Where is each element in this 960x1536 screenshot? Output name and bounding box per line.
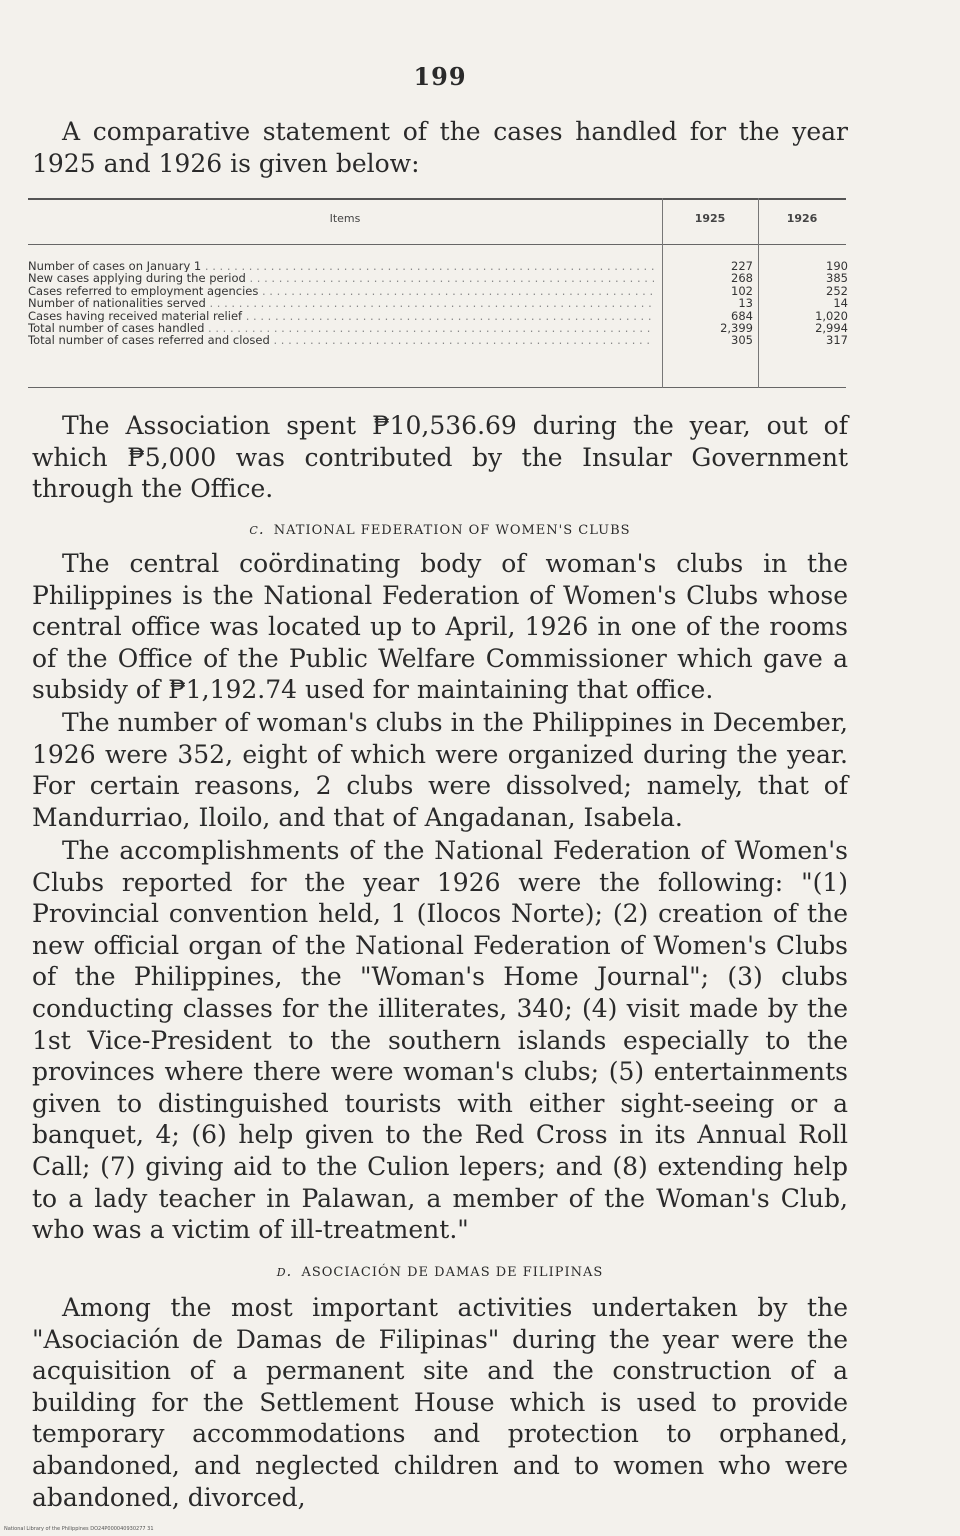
- section-d-title: ASOCIACIÓN DE DAMAS DE FILIPINAS: [301, 1265, 604, 1280]
- row-value-1926: 14: [833, 296, 848, 311]
- table-row: [28, 272, 846, 284]
- intro-paragraph: A comparative statement of the cases handled for the year 1925 and 1926 is given below:: [32, 117, 848, 178]
- page-number: 199: [413, 62, 467, 91]
- table-header-1925: 1925: [694, 212, 726, 225]
- section-c-paragraph-2: The number of woman's clubs in the Philippines in December, 1926 were 352, eight of which were organized during the year. For certain reasons, 2 clubs were dissolved; namely, that of Mandurriao, Iloilo, and that of Angadanan, Isabela.: [32, 708, 848, 832]
- row-label: Cases having received material relief . . .: [28, 310, 654, 322]
- table-body: [28, 260, 846, 347]
- row-value-1925: 684: [731, 308, 753, 323]
- row-value-1926: 317: [826, 333, 848, 348]
- table-row: [28, 322, 846, 334]
- table-row: [28, 285, 846, 297]
- table-row: [28, 297, 846, 309]
- row-label: Number of nationalities served . . .: [28, 297, 654, 309]
- row-value-1925: 2,399: [720, 320, 753, 335]
- row-value-1926: 385: [826, 271, 848, 286]
- row-value-1926: 190: [826, 259, 848, 273]
- row-value-1926: 252: [826, 283, 848, 298]
- section-d-heading: [0, 1262, 880, 1280]
- row-label: Cases referred to employment agencies . . .: [28, 285, 654, 297]
- row-value-1925: 13: [738, 296, 753, 311]
- cases-table: [28, 198, 846, 388]
- section-c-letter: c.: [249, 520, 265, 538]
- row-value-1925: 102: [731, 283, 753, 298]
- section-c-paragraph-1: The central coördinating body of woman's clubs in the Philippines is the National Federation of Women's Clubs whose central office was located up to April, 1926 in one of the rooms of the Office of the Public Welfare Commissioner which gave a subsidy of ₱1,192.74 used for maintaining that office.: [32, 549, 848, 705]
- row-label: Number of cases on January 1 . . .: [28, 260, 654, 272]
- section-c-paragraph-3: The accomplishments of the National Federation of Women's Clubs reported for the year 1926 were the following: "(1) Provincial convention held, 1 (Ilocos Norte); (2) creation of the new official organ of the National Federation of Women's Clubs of the Philippines, the "Woman's Home Journal"; (3) clubs conducting classes for the illiterates, 340; (4) visit made by the 1st Vice-President to the southern islands especially to the provinces where there were woman's clubs; (5) entertainments given to distinguished tourists with either sight-seeing or a banquet, 4; (6) help given to the Red Cross in its Annual Roll Call; (7) giving aid to the Culion lepers; and (8) extending help to a lady teacher in Palawan, a member of the Woman's Club, who was a victim of ill-treatment.": [32, 836, 848, 1245]
- row-value-1926: 2,994: [815, 320, 848, 335]
- row-label: Total number of cases handled . . .: [28, 322, 654, 334]
- section-c-heading: [0, 520, 880, 538]
- section-c-title: NATIONAL FEDERATION OF WOMEN'S CLUBS: [273, 523, 631, 538]
- table-bottom-rule: [28, 387, 846, 388]
- row-label: New cases applying during the period . . .: [28, 272, 654, 284]
- row-label: Total number of cases referred and closed . . .: [28, 334, 654, 346]
- table-row: [28, 260, 846, 272]
- row-value-1925: 268: [731, 271, 753, 286]
- table-row: [28, 334, 846, 346]
- spending-paragraph: The Association spent ₱10,536.69 during the year, out of which ₱5,000 was contributed by the Insular Government through the Office.: [32, 411, 848, 504]
- section-d-paragraph-1: Among the most important activities undertaken by the "Asociación de Damas de Filipinas" during the year were the acquisition of a permanent site and the construction of a building for the Settlement House which is used to provide temporary accommodations and protection to orphaned, abandoned, and neglected children and to women who were abandoned, divorced,: [32, 1293, 848, 1512]
- row-value-1926: 1,020: [815, 308, 848, 323]
- table-top-rule: [28, 198, 846, 200]
- section-d-letter: d.: [276, 1262, 293, 1280]
- row-value-1925: 227: [731, 259, 753, 273]
- table-header-items: Items: [329, 212, 361, 225]
- footer-credit: National Library of the Philippines DO24P000040930277 31: [4, 1526, 154, 1532]
- table-header-rule: [28, 244, 846, 245]
- table-header-1926: 1926: [786, 212, 818, 225]
- row-value-1925: 305: [731, 333, 753, 348]
